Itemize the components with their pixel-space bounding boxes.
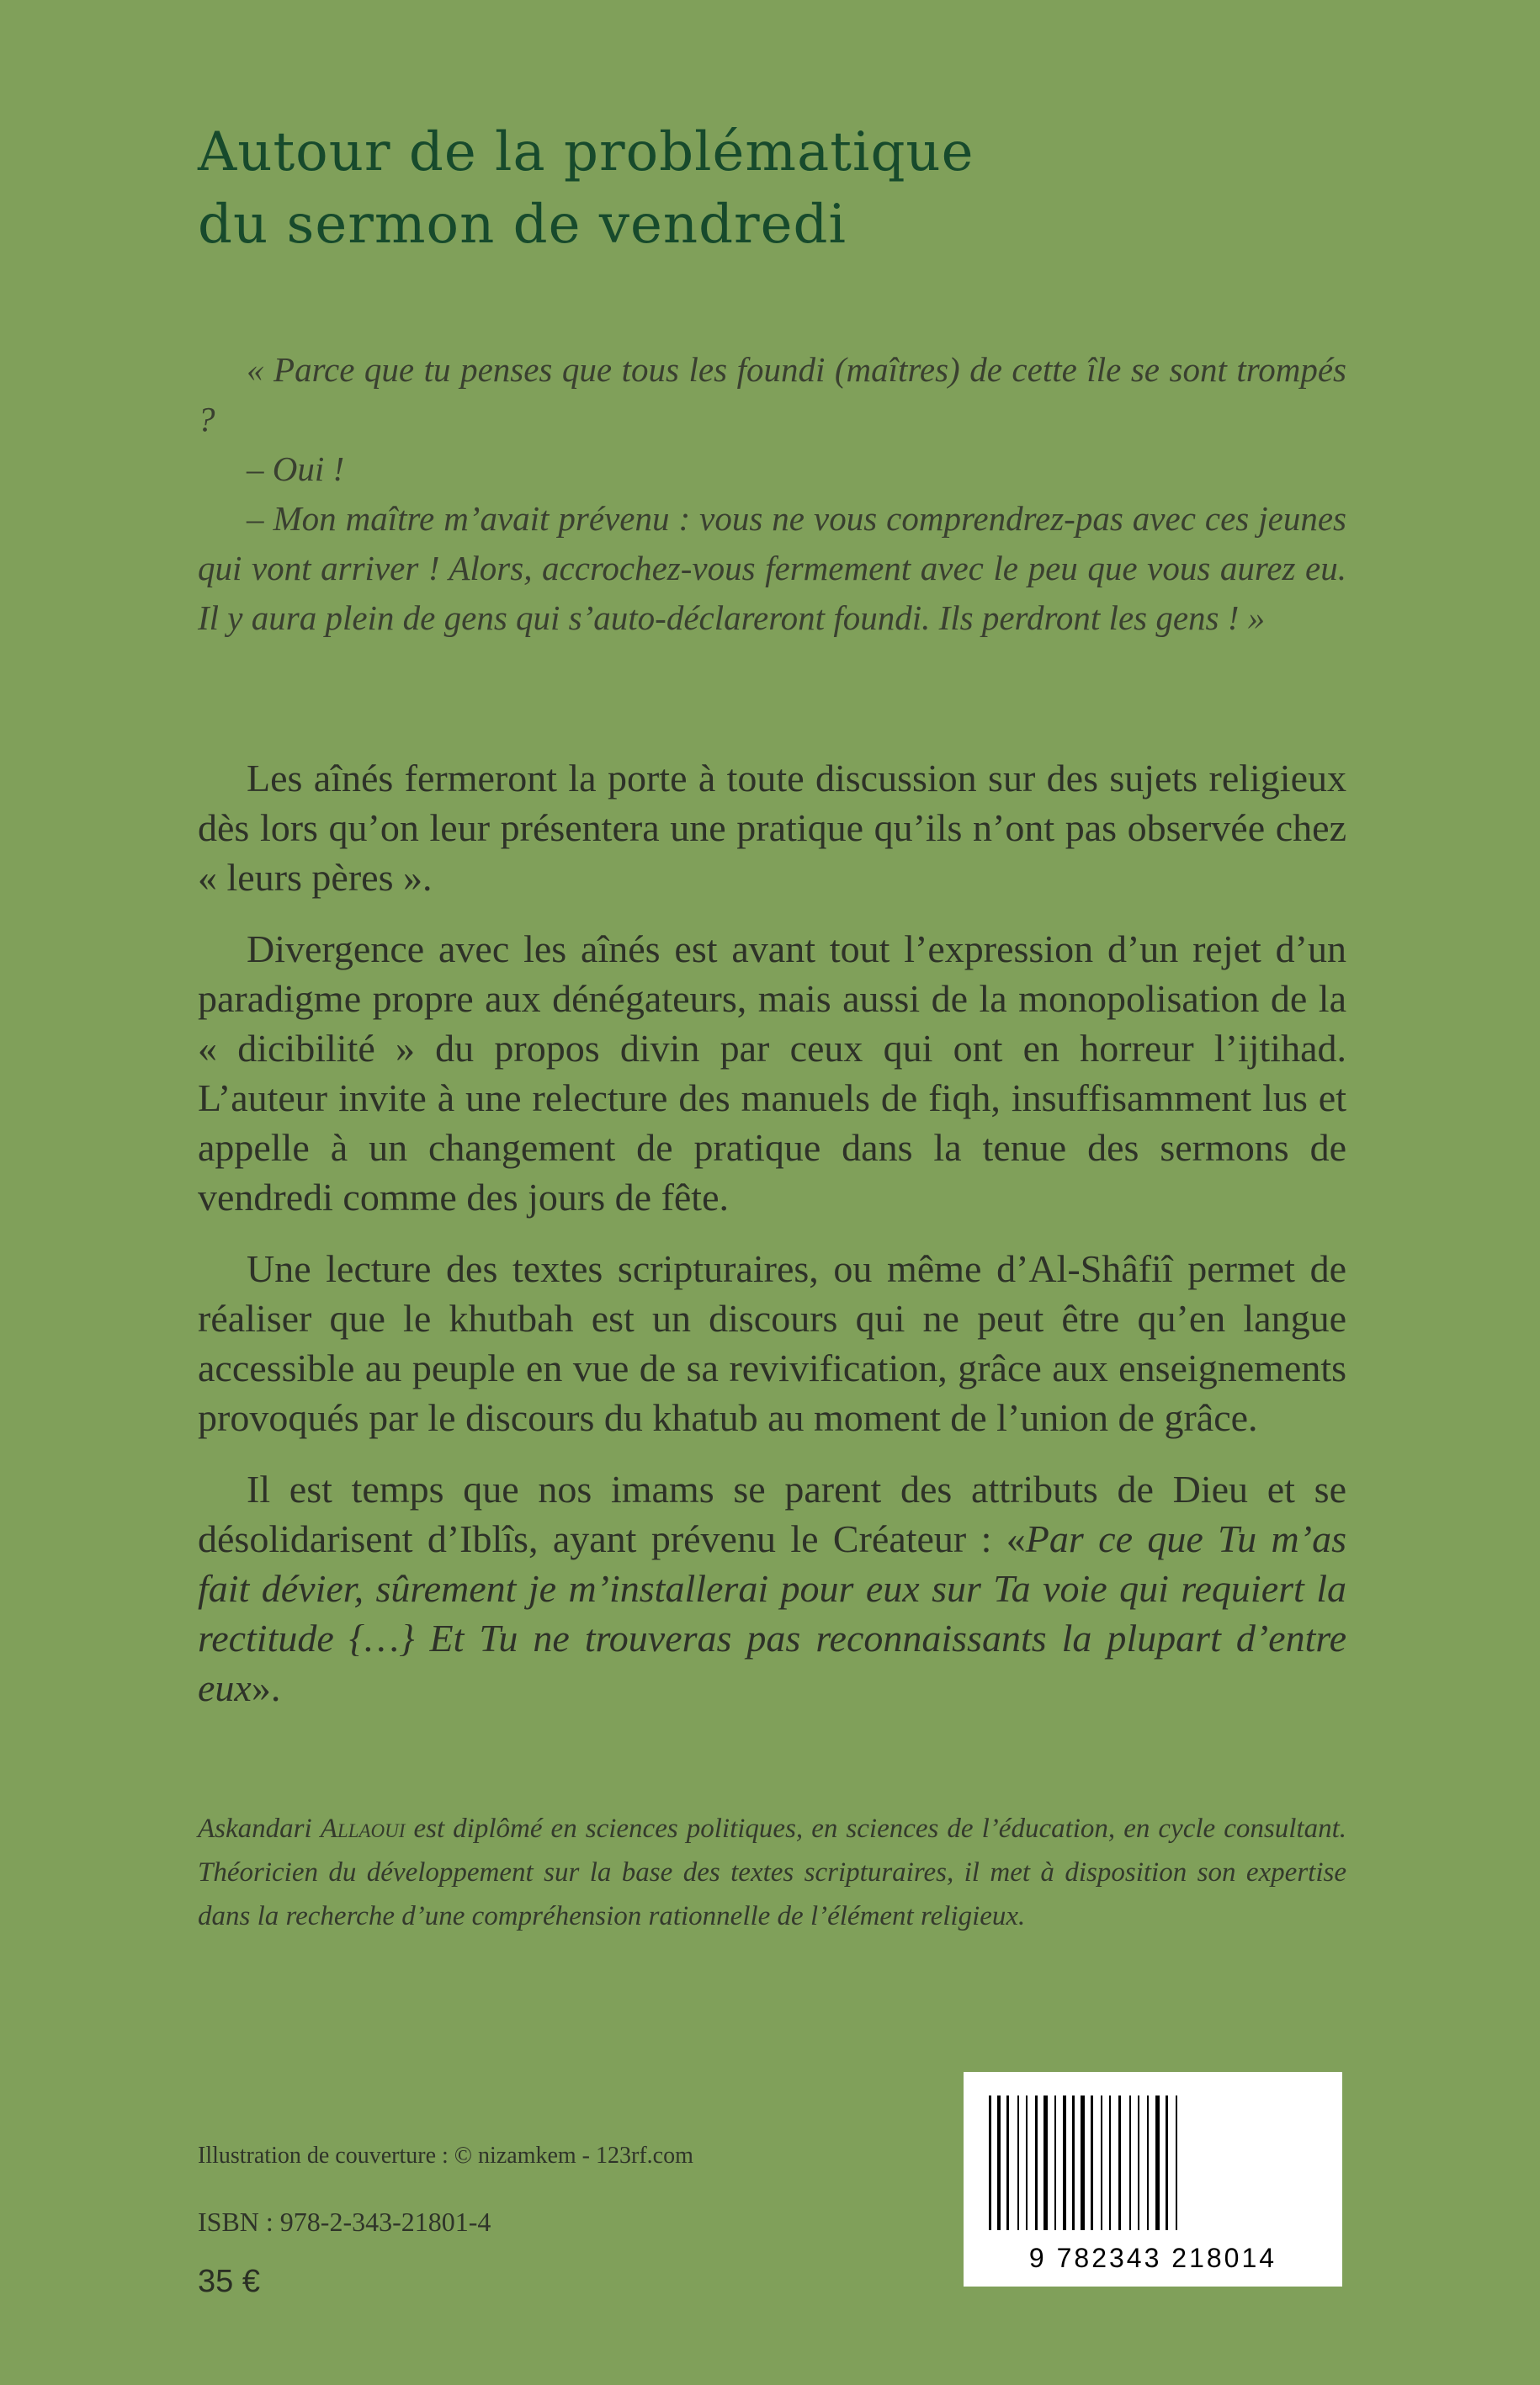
barcode-bar xyxy=(1101,2096,1102,2230)
title-line-2: du sermon de vendredi xyxy=(198,194,847,256)
barcode-bar xyxy=(1138,2096,1139,2230)
summary-paragraph-3: Une lecture des textes scripturaires, ou même d’Al-Shâfiî permet de réaliser que le khutbah est un discours qui ne peut être qu’en langue accessible au peuple en vue de sa revivification, grâce aux enseignements provoqués par le discours du khatub au moment de l’union de grâce. xyxy=(198,1247,1346,1439)
author-bio-text: est diplômé en sciences politiques, en sciences de l’éducation, en cycle consultant. Théoricien du développement sur la base des textes scripturaires, il met à disposition son expertise dans la recherche d’une compréhension rationnelle de l’élément religieux. xyxy=(198,1814,1346,1931)
author-last-name: Allaoui xyxy=(320,1814,406,1844)
barcode-bar xyxy=(1063,2096,1066,2230)
barcode-bar xyxy=(989,2096,991,2230)
barcode xyxy=(964,2072,1342,2287)
barcode-bar xyxy=(1118,2096,1121,2230)
barcode-bar xyxy=(1026,2096,1028,2230)
summary-paragraph-2: Divergence avec les aînés est avant tout l’expression d’un rejet d’un paradigme propre aux dénégateurs, mais aussi de la monopolisation de la « dicibilité » du propos divin par ceux qui ont en horreur l’ijtihad. L’auteur invite à une relecture des manuels de fiqh, insuffisamment lus et appelle à un changement de pratique dans la tenue des sermons de vendredi comme des jours de fête. xyxy=(198,927,1346,1219)
paragraph-4-quran-quote: Par ce que Tu m’as fait dévier, sûrement je m’installerai pour eux sur Ta voie qui requiert la rectitude {…} Et Tu ne trouveras pas reconnaissants la plupart d’entre eux xyxy=(198,1517,1346,1709)
summary-paragraph-4 xyxy=(198,1464,1346,1713)
title-line-1: Autour de la problématique xyxy=(198,121,974,183)
barcode-bar xyxy=(1129,2096,1131,2230)
cover-credit: Illustration de couverture : © nizamkem - 123rf.com xyxy=(198,2143,693,2169)
summary-paragraph-1: Les aînés fermeront la porte à toute discussion sur des sujets religieux dès lors qu’on leur présentera une pratique qu’ils n’ont pas observée chez « leurs pères ». xyxy=(198,757,1346,899)
barcode-graphic xyxy=(964,2072,1342,2287)
author-bio xyxy=(198,1807,1346,1938)
barcode-bar xyxy=(997,2096,1001,2230)
barcode-bar xyxy=(1054,2096,1056,2230)
barcode-digits: 9 782343 218014 xyxy=(1028,2243,1277,2273)
barcode-bar xyxy=(1043,2096,1048,2230)
barcode-bar xyxy=(1006,2096,1009,2230)
barcode-bar xyxy=(1072,2096,1075,2230)
back-cover-summary xyxy=(198,753,1346,1734)
barcode-bar xyxy=(1091,2096,1093,2230)
paragraph-4-end: ». xyxy=(251,1666,281,1709)
barcode-bar xyxy=(1081,2096,1085,2230)
epigraph-quote xyxy=(198,345,1346,643)
isbn: ISBN : 978-2-343-21801-4 xyxy=(198,2207,491,2237)
barcode-bar xyxy=(1166,2096,1168,2230)
paragraph-4-intro: Il est temps que nos imams se parent des attributs de Dieu et se désolidarisent d’Iblîs, ayant prévenu le Créateur : « xyxy=(198,1468,1346,1560)
quote-line-1: « Parce que tu penses que tous les foundi (maîtres) de cette île se sont trompés ? xyxy=(198,350,1346,438)
barcode-bar xyxy=(1017,2096,1019,2230)
barcode-bar xyxy=(1035,2096,1038,2230)
author-first-name: Askandari xyxy=(198,1814,312,1844)
barcode-bar xyxy=(1109,2096,1111,2230)
book-title xyxy=(198,116,1376,261)
quote-line-2: – Oui ! xyxy=(247,449,345,488)
barcode-bar xyxy=(1147,2096,1149,2230)
barcode-bar xyxy=(1155,2096,1160,2230)
quote-line-3: – Mon maître m’avait prévenu : vous ne vous comprendrez-pas avec ces jeunes qui vont arriver ! Alors, accrochez-vous fermement avec le peu que vous aurez eu. Il y aura plein de gens qui s’auto-déclareront foundi. Ils perdront les gens ! » xyxy=(198,499,1346,637)
price: 35 € xyxy=(198,2264,260,2299)
barcode-bar xyxy=(1176,2096,1177,2230)
